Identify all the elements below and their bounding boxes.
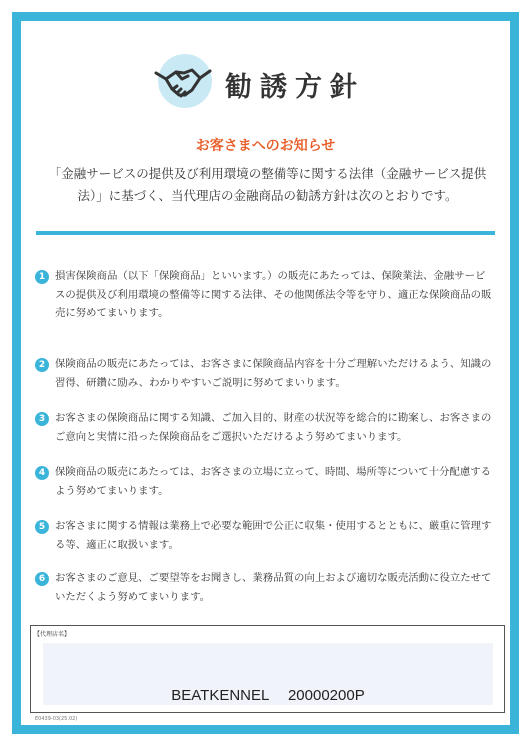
notice-card — [21, 21, 510, 725]
policy-text: お客さまに関する情報は業務上で必要な範囲で公正に収集・使用するとともに、厳重に管理する等、適正に取扱います。 — [55, 520, 492, 551]
number-badge: 1 — [35, 270, 49, 284]
page-title: 勧誘方針 — [225, 72, 365, 103]
handshake-icon — [152, 51, 214, 113]
policy-text: 損害保険商品（以下「保険商品」といいます。）の販売にあたっては、保険業法、金融サービスの提供及び利用環境の整備等に関する法律、その他関係法令等を守り、適正な保険商品の販売に努めてまいります。 — [55, 270, 492, 319]
number-badge: 4 — [35, 466, 49, 480]
policy-text: 保険商品の販売にあたっては、お客さまの立場に立って、時間、場所等について十分配慮するよう努めてまいります。 — [55, 466, 491, 497]
policy-text: お客さまの保険商品に関する知識、ご加入目的、財産の状況等を総合的に勘案し、お客さまのご意向と実情に沿った保険商品をご選択いただけるよう努めてまいります。 — [55, 412, 492, 443]
number-badge: 5 — [35, 520, 49, 534]
policy-text: 保険商品の販売にあたっては、お客さまに保険商品内容を十分ご理解いただけるよう、知識の習得、研鑽に励み、わかりやすいご説明に努めてまいります。 — [55, 358, 492, 389]
intro-text: 「金融サービスの提供及び利用環境の整備等に関する法律（金融サービス提供法）」に基づく、当代理店の金融商品の勧誘方針は次のとおりです。 — [48, 166, 487, 203]
divider — [36, 231, 495, 235]
agent-label: 【代理店名】 — [34, 631, 71, 638]
page-frame — [12, 12, 519, 734]
agent-name-box — [30, 625, 505, 713]
number-badge: 2 — [35, 358, 49, 372]
agent-name: BEATKENNEL 20000200P — [171, 687, 365, 704]
notice-heading: お客さまへのお知らせ — [195, 138, 336, 154]
document-code: E0439-03(25.02) — [35, 716, 78, 722]
title-row — [21, 51, 510, 115]
number-badge: 3 — [35, 412, 49, 426]
agent-name-area — [43, 643, 493, 705]
policy-text: お客さまのご意見、ご要望等をお聞きし、業務品質の向上および適切な販売活動に役立たせていただくよう努めてまいります。 — [55, 572, 492, 603]
number-badge: 6 — [35, 572, 49, 586]
